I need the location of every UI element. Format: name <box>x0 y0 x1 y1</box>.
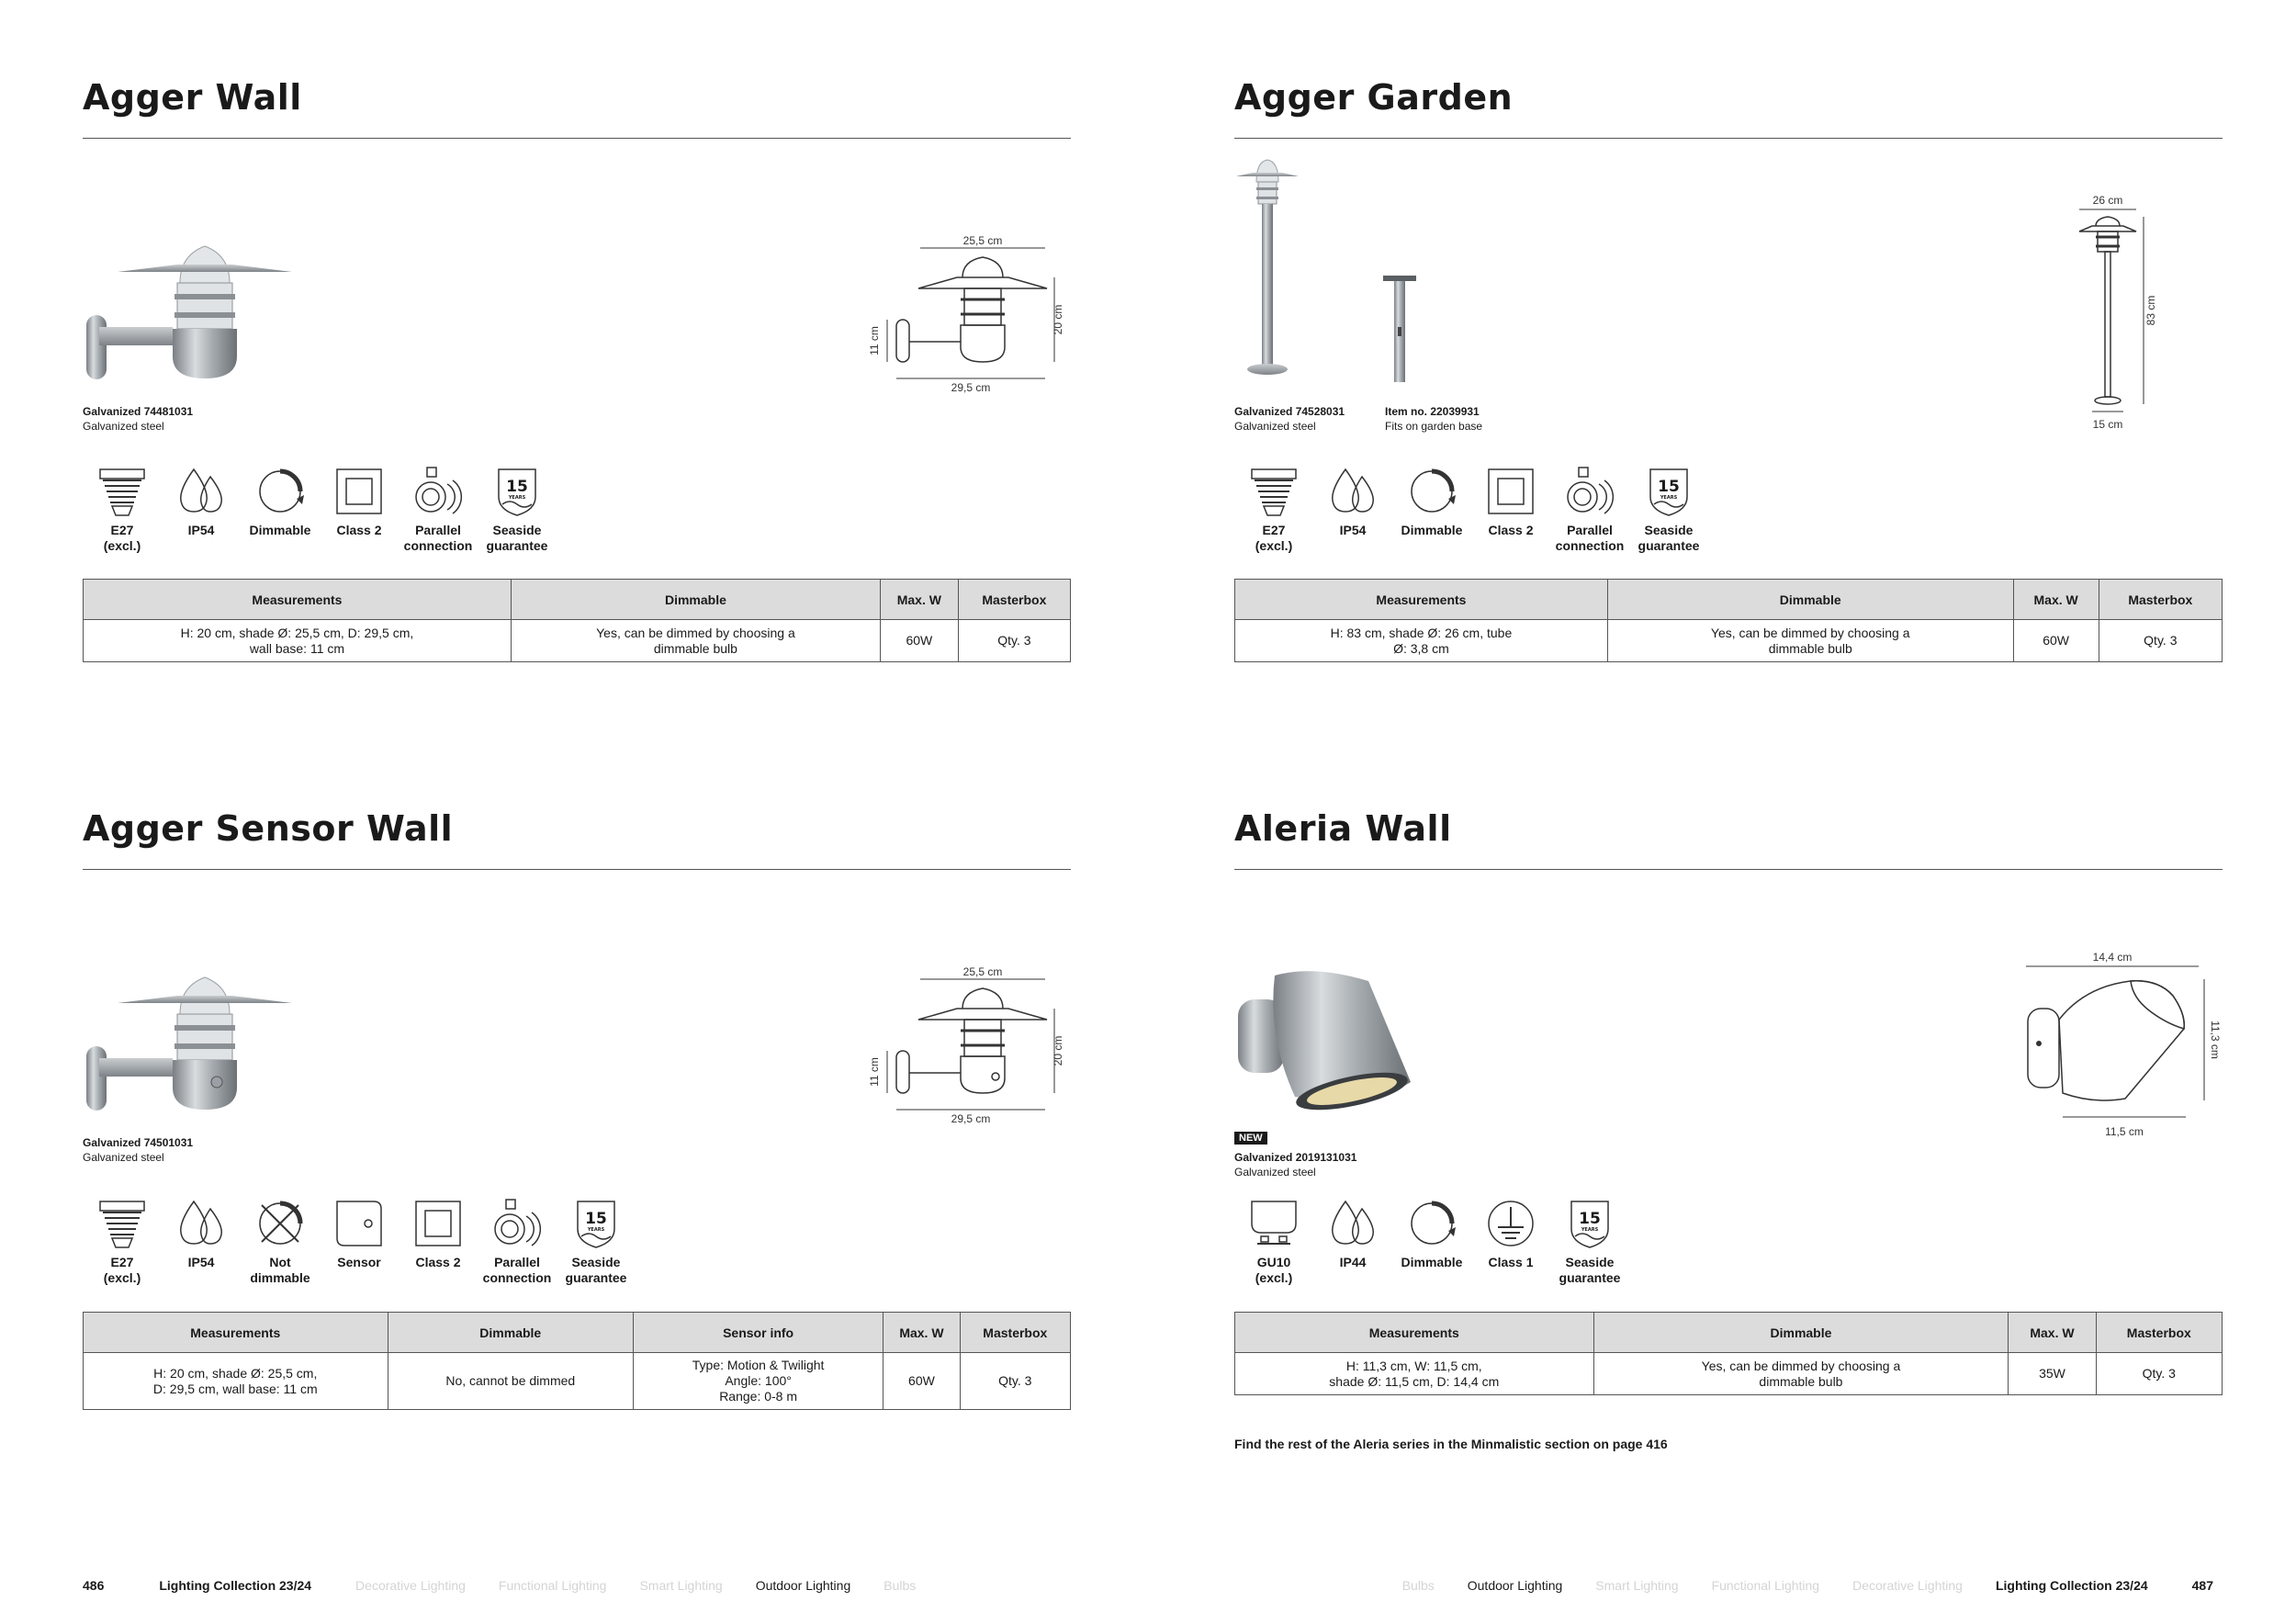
cell-dimmable: Yes, can be dimmed by choosing a dimmable bulb <box>1593 1353 2009 1395</box>
agger-garden-caption <box>1234 404 1345 434</box>
ip44-drops-icon <box>1325 1196 1380 1251</box>
cell-masterbox: Qty. 3 <box>2096 1353 2222 1395</box>
feature-class2 <box>320 464 399 554</box>
cell-measurements: H: 83 cm, shade Ø: 26 cm, tube Ø: 3,8 cm <box>1235 620 1608 662</box>
agger-wall-section <box>83 73 1071 139</box>
dim-shade-width: 25,5 cm <box>962 234 1003 247</box>
footer-nav-bulbs[interactable]: Bulbs <box>884 1578 917 1593</box>
garden-base-product-image <box>1381 272 1418 386</box>
dimmable-icon <box>253 464 308 519</box>
header-masterbox: Masterbox <box>958 580 1070 620</box>
feature-label: IP54 <box>187 1255 215 1269</box>
class2-icon <box>332 464 387 519</box>
agger-garden-product-image <box>1231 154 1304 384</box>
feature-dimmable <box>1392 1196 1471 1286</box>
agger-sensor-wall-spec-table <box>83 1312 1071 1410</box>
seaside-guarantee-icon <box>1562 1196 1617 1251</box>
feature-label: E27 (excl.) <box>1255 523 1293 553</box>
feature-seaside-guarantee <box>1629 464 1708 554</box>
title-divider <box>83 869 1071 870</box>
seaside-years-label: YEARS <box>1581 1227 1599 1233</box>
agger-sensor-wall-product-image <box>81 959 301 1124</box>
e27-bulb-icon <box>1246 464 1301 519</box>
section-title: Agger Garden <box>1234 77 1514 118</box>
feature-label: Parallel connection <box>482 1255 552 1285</box>
section-title: Agger Sensor Wall <box>83 808 454 849</box>
header-max-w: Max. W <box>880 580 958 620</box>
feature-label: Dimmable <box>1401 523 1463 537</box>
feature-class2 <box>1471 464 1550 554</box>
feature-label: Sensor <box>337 1255 381 1269</box>
header-max-w: Max. W <box>884 1313 960 1353</box>
seaside-guarantee-icon <box>490 464 545 519</box>
header-measurements: Measurements <box>84 580 512 620</box>
aleria-wall-feature-icons <box>1234 1196 1629 1286</box>
item-number: Galvanized 74528031 <box>1234 405 1345 418</box>
item-material: Galvanized steel <box>1234 420 1316 433</box>
new-badge: NEW <box>1234 1132 1267 1145</box>
title-divider <box>1234 138 2223 139</box>
garden-base-caption <box>1385 404 1482 434</box>
dim-wall-base: 11 cm <box>868 1057 881 1087</box>
cell-max-w: 60W <box>2013 620 2099 662</box>
feature-class2 <box>399 1196 478 1286</box>
footer-nav-bulbs[interactable]: Bulbs <box>1401 1578 1435 1593</box>
class2-icon <box>1483 464 1538 519</box>
agger-wall-product-image <box>81 228 301 393</box>
feature-parallel-connection <box>399 464 478 554</box>
footer-nav-smart[interactable]: Smart Lighting <box>639 1578 723 1593</box>
feature-label: Class 1 <box>1488 1255 1534 1269</box>
left-page-footer <box>83 1578 949 1593</box>
dim-base-width: 15 cm <box>2092 418 2123 431</box>
feature-e27-bulb <box>1234 464 1313 554</box>
feature-label: Seaside guarantee <box>565 1255 627 1285</box>
table-header-row <box>84 580 1071 620</box>
feature-label: GU10 (excl.) <box>1255 1255 1293 1285</box>
feature-class1 <box>1471 1196 1550 1286</box>
item-number: Galvanized 74501031 <box>83 1136 194 1149</box>
cell-max-w: 60W <box>884 1353 960 1410</box>
title-divider <box>1234 869 2223 870</box>
agger-sensor-wall-feature-icons <box>83 1196 636 1286</box>
item-number: Item no. 22039931 <box>1385 405 1480 418</box>
gu10-bulb-icon <box>1246 1196 1301 1251</box>
feature-parallel-connection <box>1550 464 1629 554</box>
feature-ip54-drops <box>1313 464 1392 554</box>
header-max-w: Max. W <box>2009 1313 2096 1353</box>
footer-nav-outdoor[interactable]: Outdoor Lighting <box>1467 1578 1563 1593</box>
feature-label: Seaside guarantee <box>486 523 548 553</box>
footer-nav-decorative[interactable]: Decorative Lighting <box>355 1578 466 1593</box>
header-dimmable: Dimmable <box>1607 580 2013 620</box>
cell-sensor-info: Type: Motion & Twilight Angle: 100° Range: 0-8 m <box>633 1353 883 1410</box>
feature-label: Seaside guarantee <box>1559 1255 1621 1285</box>
agger-wall-spec-table <box>83 579 1071 662</box>
seaside-guarantee-icon <box>1641 464 1696 519</box>
seaside-years-number: 15 <box>1579 1210 1601 1228</box>
feature-ip54-drops <box>162 1196 241 1286</box>
collection-label-left: Lighting Collection 23/24 <box>159 1578 312 1593</box>
header-dimmable: Dimmable <box>388 1313 633 1353</box>
seaside-years-number: 15 <box>506 478 528 496</box>
dimmable-icon <box>1404 1196 1459 1251</box>
footer-nav-decorative[interactable]: Decorative Lighting <box>1852 1578 1963 1593</box>
feature-label: Seaside guarantee <box>1638 523 1700 553</box>
footer-nav-functional[interactable]: Functional Lighting <box>498 1578 607 1593</box>
dim-shade-width: 25,5 cm <box>962 965 1003 978</box>
feature-gu10-bulb <box>1234 1196 1313 1286</box>
cell-masterbox: Qty. 3 <box>958 620 1070 662</box>
class1-icon <box>1483 1196 1538 1251</box>
feature-ip44-drops <box>1313 1196 1392 1286</box>
aleria-series-note: Find the rest of the Aleria series in the Minmalistic section on page 416 <box>1234 1437 1668 1451</box>
cell-measurements: H: 11,3 cm, W: 11,5 cm, shade Ø: 11,5 cm, D: 14,4 cm <box>1235 1353 1594 1395</box>
agger-wall-feature-icons <box>83 464 557 554</box>
table-row <box>84 620 1071 662</box>
class2-icon <box>411 1196 466 1251</box>
cell-max-w: 35W <box>2009 1353 2096 1395</box>
seaside-years-label: YEARS <box>1660 495 1678 501</box>
feature-label: Parallel connection <box>403 523 473 553</box>
agger-garden-feature-icons <box>1234 464 1708 554</box>
table-row <box>1235 620 2223 662</box>
ip54-drops-icon <box>174 464 229 519</box>
feature-seaside-guarantee <box>557 1196 636 1286</box>
dimmable-icon <box>1404 464 1459 519</box>
aleria-wall-section <box>1234 805 2223 870</box>
header-masterbox: Masterbox <box>2096 1313 2222 1353</box>
page-number-left: 486 <box>83 1578 105 1593</box>
feature-label: Not dimmable <box>250 1255 310 1285</box>
seaside-years-label: YEARS <box>587 1227 605 1233</box>
header-measurements: Measurements <box>1235 1313 1594 1353</box>
header-masterbox: Masterbox <box>960 1313 1070 1353</box>
feature-label: Class 2 <box>1488 523 1534 537</box>
feature-ip54-drops <box>162 464 241 554</box>
feature-label: Class 2 <box>336 523 382 537</box>
agger-garden-spec-table <box>1234 579 2223 662</box>
table-row <box>84 1353 1071 1410</box>
page-number-right: 487 <box>2191 1578 2213 1593</box>
cell-masterbox: Qty. 3 <box>2099 620 2222 662</box>
header-max-w: Max. W <box>2013 580 2099 620</box>
feature-sensor <box>320 1196 399 1286</box>
dim-depth: 29,5 cm <box>951 381 991 394</box>
dim-depth: 29,5 cm <box>951 1112 991 1125</box>
ip54-drops-icon <box>1325 464 1380 519</box>
header-dimmable: Dimmable <box>1593 1313 2009 1353</box>
feature-label: Parallel connection <box>1555 523 1625 553</box>
parallel-connection-icon <box>411 464 466 519</box>
agger-sensor-wall-section <box>83 805 1071 870</box>
seaside-years-number: 15 <box>1658 478 1680 496</box>
table-header-row <box>1235 1313 2223 1353</box>
dim-height: 20 cm <box>1052 1035 1064 1066</box>
footer-nav-outdoor[interactable]: Outdoor Lighting <box>755 1578 851 1593</box>
footer-nav-smart[interactable]: Smart Lighting <box>1595 1578 1679 1593</box>
feature-label: E27 (excl.) <box>103 1255 141 1285</box>
e27-bulb-icon <box>95 464 150 519</box>
cell-max-w: 60W <box>880 620 958 662</box>
agger-garden-section <box>1234 73 2223 139</box>
item-material: Galvanized steel <box>1234 1166 1316 1179</box>
header-measurements: Measurements <box>1235 580 1608 620</box>
dim-height: 11,3 cm <box>2209 1021 2222 1059</box>
table-header-row <box>1235 580 2223 620</box>
header-dimmable: Dimmable <box>511 580 880 620</box>
dim-width: 11,5 cm <box>2105 1125 2144 1138</box>
feature-e27-bulb <box>83 464 162 554</box>
feature-seaside-guarantee <box>1550 1196 1629 1286</box>
e27-bulb-icon <box>95 1196 150 1251</box>
sensor-icon <box>332 1196 387 1251</box>
cell-dimmable: Yes, can be dimmed by choosing a dimmable bulb <box>511 620 880 662</box>
item-number: Galvanized 2019131031 <box>1234 1151 1357 1164</box>
cell-dimmable: Yes, can be dimmed by choosing a dimmable bulb <box>1607 620 2013 662</box>
agger-garden-dimension-drawing <box>2066 191 2177 435</box>
seaside-years-number: 15 <box>585 1210 607 1228</box>
section-title: Aleria Wall <box>1234 808 1452 849</box>
cell-measurements: H: 20 cm, shade Ø: 25,5 cm, D: 29,5 cm, wall base: 11 cm <box>84 620 512 662</box>
item-material: Galvanized steel <box>83 1151 164 1164</box>
footer-nav-functional[interactable]: Functional Lighting <box>1711 1578 1820 1593</box>
feature-label: Class 2 <box>415 1255 461 1269</box>
feature-not-dimmable <box>241 1196 320 1286</box>
dim-height: 83 cm <box>2144 295 2157 326</box>
aleria-wall-dimension-drawing <box>2011 946 2223 1148</box>
agger-wall-dimension-drawing <box>863 231 1065 397</box>
feature-dimmable <box>241 464 320 554</box>
feature-dimmable <box>1392 464 1471 554</box>
collection-label-right: Lighting Collection 23/24 <box>1995 1578 2148 1593</box>
cell-masterbox: Qty. 3 <box>960 1353 1070 1410</box>
item-material: Galvanized steel <box>83 420 164 433</box>
item-note: Fits on garden base <box>1385 420 1483 433</box>
agger-sensor-wall-dimension-drawing <box>863 963 1065 1128</box>
title-divider <box>83 138 1071 139</box>
cell-measurements: H: 20 cm, shade Ø: 25,5 cm, D: 29,5 cm, wall base: 11 cm <box>84 1353 388 1410</box>
aleria-wall-caption <box>1234 1150 1356 1179</box>
feature-label: Dimmable <box>1401 1255 1463 1269</box>
feature-label: IP54 <box>187 523 215 537</box>
table-row <box>1235 1353 2223 1395</box>
section-title: Agger Wall <box>83 77 302 118</box>
parallel-connection-icon <box>1562 464 1617 519</box>
cell-dimmable: No, cannot be dimmed <box>388 1353 633 1410</box>
parallel-connection-icon <box>490 1196 545 1251</box>
feature-label: IP44 <box>1339 1255 1367 1269</box>
ip54-drops-icon <box>174 1196 229 1251</box>
seaside-guarantee-icon <box>568 1196 624 1251</box>
feature-label: E27 (excl.) <box>103 523 141 553</box>
header-sensor-info: Sensor info <box>633 1313 883 1353</box>
header-measurements: Measurements <box>84 1313 388 1353</box>
feature-label: IP54 <box>1339 523 1367 537</box>
not-dimmable-icon <box>253 1196 308 1251</box>
aleria-wall-product-image <box>1231 963 1414 1119</box>
seaside-years-label: YEARS <box>508 495 526 501</box>
agger-wall-caption <box>83 404 193 434</box>
feature-e27-bulb <box>83 1196 162 1286</box>
table-header-row <box>84 1313 1071 1353</box>
item-number: Galvanized 74481031 <box>83 405 194 418</box>
aleria-wall-spec-table <box>1234 1312 2223 1395</box>
dim-wall-base: 11 cm <box>868 326 881 355</box>
header-masterbox: Masterbox <box>2099 580 2222 620</box>
right-page-footer <box>1402 1578 2213 1593</box>
feature-seaside-guarantee <box>478 464 557 554</box>
dim-height: 20 cm <box>1052 304 1064 335</box>
feature-parallel-connection <box>478 1196 557 1286</box>
agger-sensor-wall-caption <box>83 1135 193 1165</box>
dim-shade-width: 26 cm <box>2092 194 2123 207</box>
dim-depth: 14,4 cm <box>2092 951 2133 964</box>
feature-label: Dimmable <box>249 523 311 537</box>
